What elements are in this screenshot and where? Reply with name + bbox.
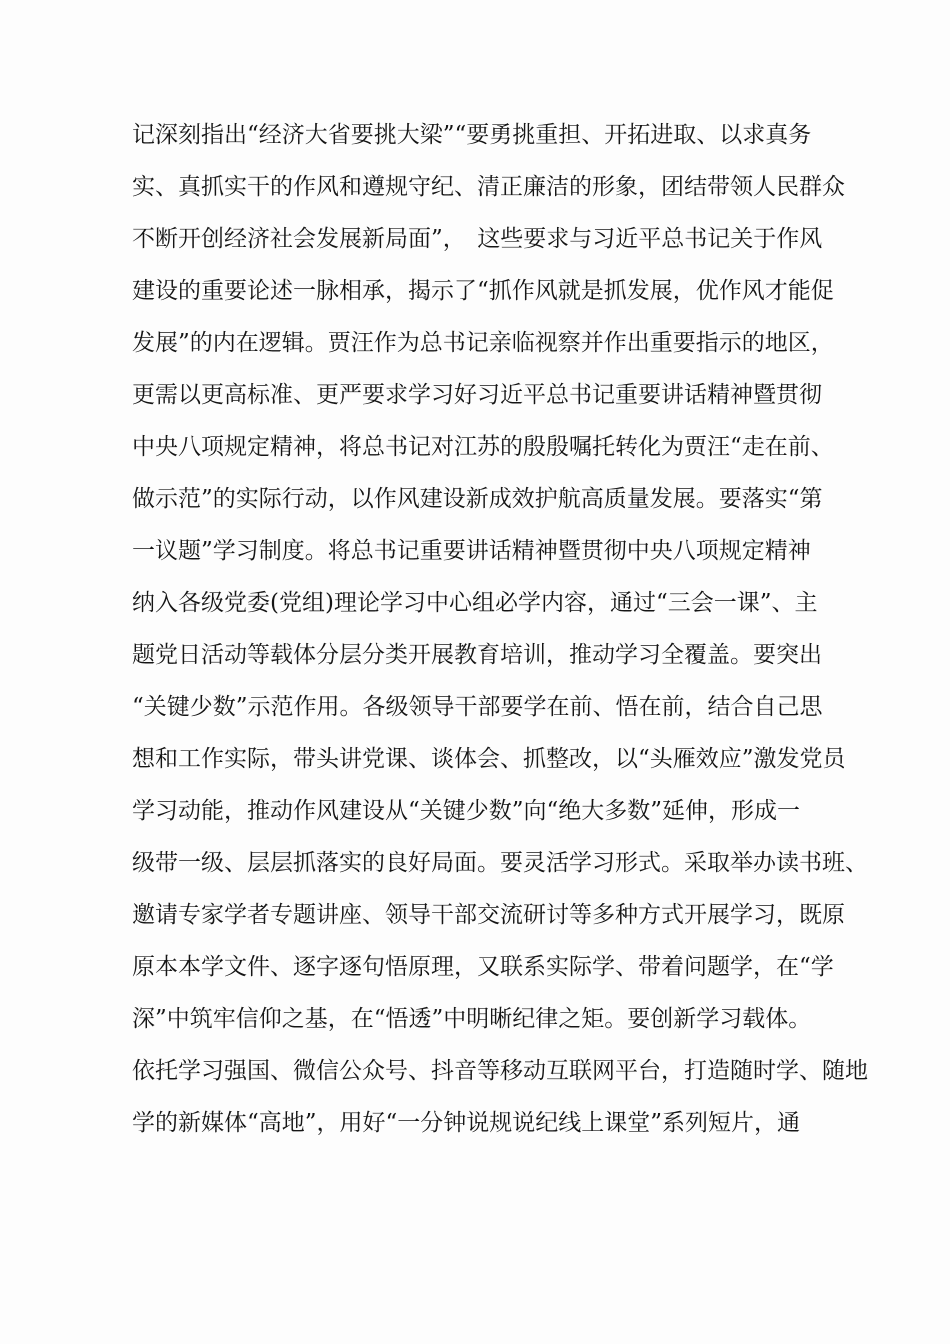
text-line: 纳入各级党委(党组)理论学习中心组必学内容，通过“三会一课”、主	[132, 590, 818, 616]
text-line: 实、真抓实干的作风和遵规守纪、清正廉洁的形象，团结带领人民群众	[132, 174, 845, 200]
text-line: 一议题”学习制度。将总书记重要讲话精神暨贯彻中央八项规定精神	[132, 538, 811, 564]
text-line: 中央八项规定精神，将总书记对江苏的殷殷嘱托转化为贾汪“走在前、	[132, 434, 834, 460]
text-line: 深”中筑牢信仰之基，在“悟透”中明晰纪律之矩。要创新学习载体。	[132, 1006, 812, 1032]
text-line: 做示范”的实际行动，以作风建设新成效护航高质量发展。要落实“第	[132, 486, 823, 512]
text-line: 发展”的内在逻辑。贾汪作为总书记亲临视察并作出重要指示的地区，	[132, 330, 834, 356]
text-line: 题党日活动等载体分层分类开展教育培训，推动学习全覆盖。要突出	[132, 642, 822, 668]
text-line: “关键少数”示范作用。各级领导干部要学在前、悟在前，结合自己思	[132, 694, 823, 720]
paragraph-body	[132, 109, 868, 1149]
text-line: 原本本学文件、逐字逐句悟原理，又联系实际学、带着问题学，在“学	[132, 954, 834, 980]
text-line: 学习动能，推动作风建设从“关键少数”向“绝大多数”延伸，形成一	[132, 798, 801, 824]
text-line: 依托学习强国、微信公众号、抖音等移动互联网平台，打造随时学、随地	[132, 1058, 868, 1084]
text-line: 更需以更高标准、更严要求学习好习近平总书记重要讲话精神暨贯彻	[132, 382, 822, 408]
text-line: 不断开创经济社会发展新局面”， 这些要求与习近平总书记关于作风	[132, 226, 823, 252]
text-line: 想和工作实际，带头讲党课、谈体会、抓整改，以“头雁效应”激发党员	[132, 746, 846, 772]
text-line: 记深刻指出“经济大省要挑大梁”“要勇挑重担、开拓进取、以求真务	[132, 122, 812, 148]
text-line: 级带一级、层层抓落实的良好局面。要灵活学习形式。采取举办读书班、	[132, 850, 868, 876]
text-line: 学的新媒体“高地”，用好“一分钟说规说纪线上课堂”系列短片，通	[132, 1110, 801, 1136]
text-line: 邀请专家学者专题讲座、领导干部交流研讨等多种方式开展学习，既原	[132, 902, 845, 928]
text-line: 建设的重要论述一脉相承，揭示了“抓作风就是抓发展，优作风才能促	[132, 278, 834, 304]
